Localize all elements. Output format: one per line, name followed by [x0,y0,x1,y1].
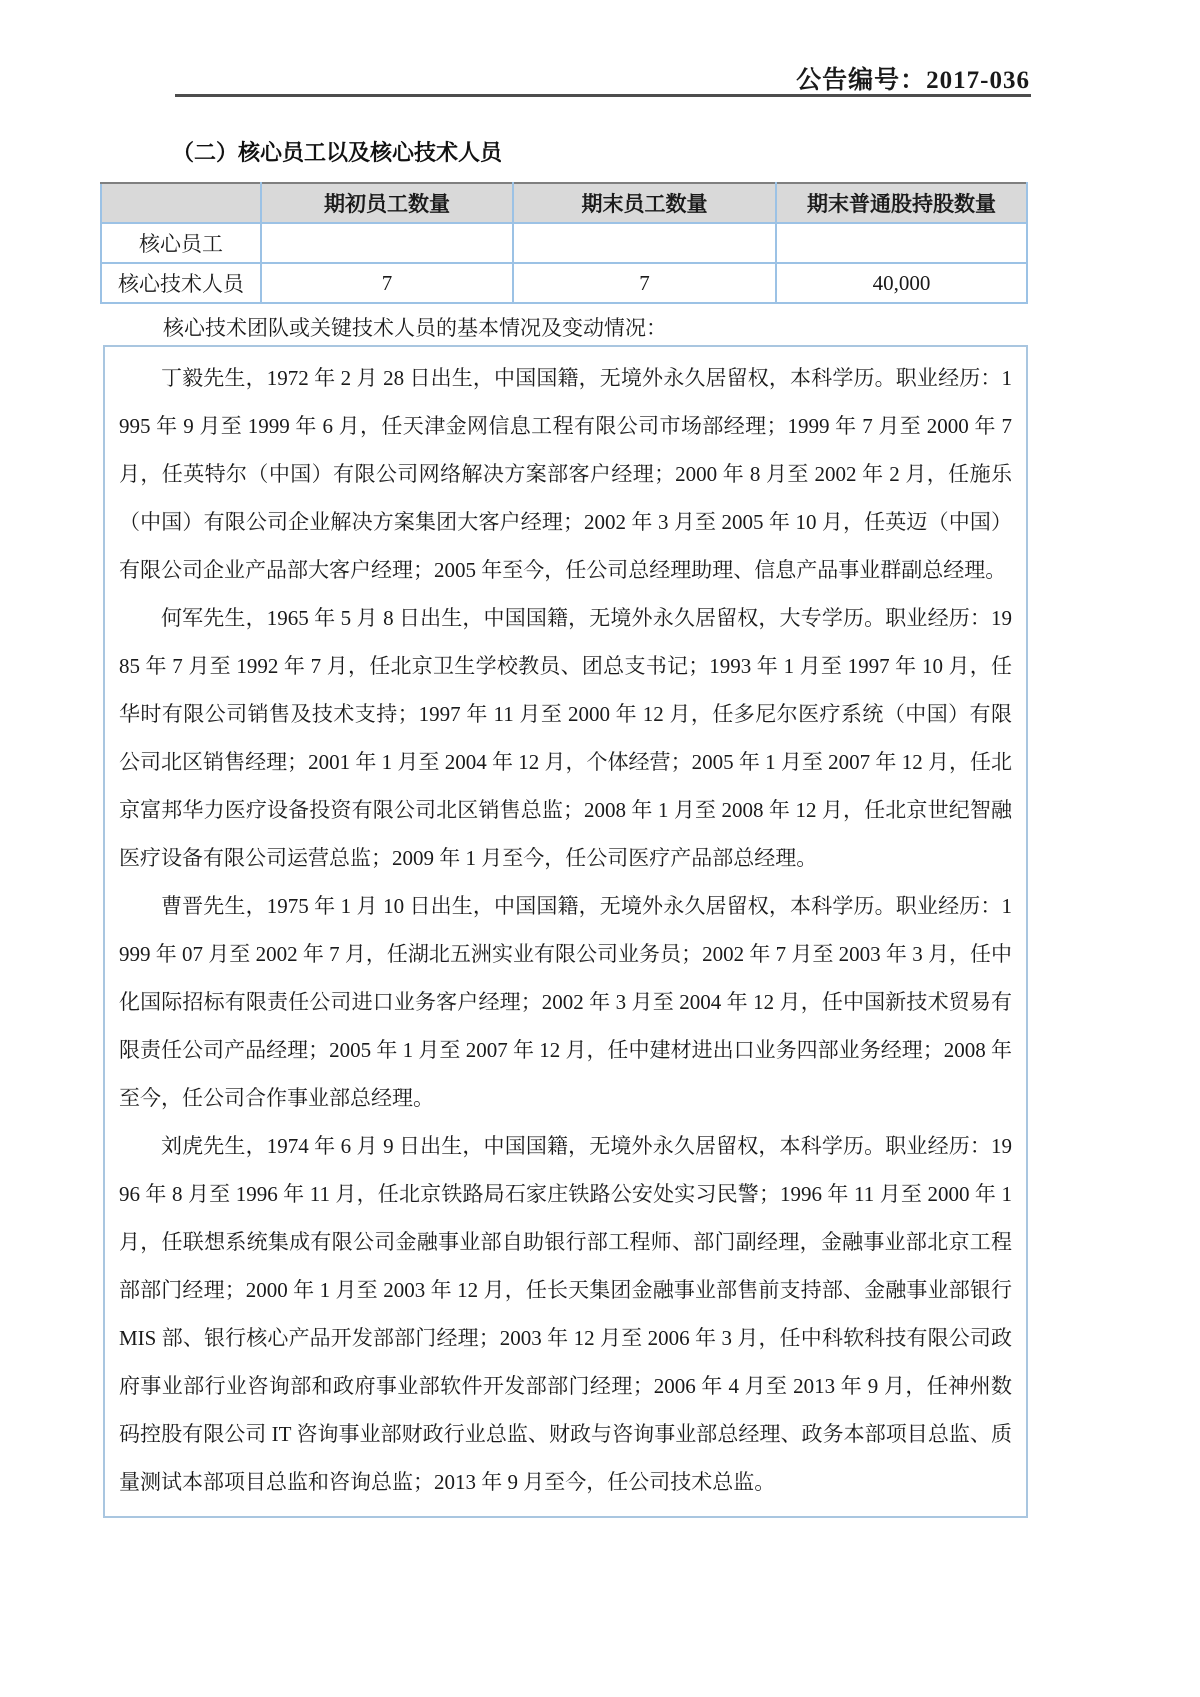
bio-paragraph-hejun: 何军先生，1965 年 5 月 8 日出生，中国国籍，无境外永久居留权，大专学历。职业经历：1985 年 7 月至 1992 年 7 月，任北京卫生学校教员、团总支书记；1993 年 1 月至 1997 年 10 月，任华时有限公司销售及技术支持；1997 年 11 月至 2000 年 12 月，任多尼尔医疗系统（中国）有限公司北区销售经理；2001 年 1 月至 2004 年 12 月，个体经营；2005 年 1 月至 2007 年 12 月，任北京富邦华力医疗设备投资有限公司北区销售总监；2008 年 1 月至 2008 年 12 月，任北京世纪智融医疗设备有限公司运营总监；2009 年 1 月至今，任公司医疗产品部总经理。 [119,606,1012,870]
table-header-end-count: 期末员工数量 [513,183,776,223]
section-title: （二）核心员工以及核心技术人员 [172,140,503,165]
header-divider [175,94,1031,97]
row-shares: 40,000 [776,263,1027,303]
bio-paragraph-liuhu: 刘虎先生，1974 年 6 月 9 日出生，中国国籍，无境外永久居留权，本科学历。职业经历：1996 年 8 月至 1996 年 11 月，任北京铁路局石家庄铁路公安处实习民警；1996 年 11 月至 2000 年 1 月，任联想系统集成有限公司金融事业部自助银行部工程师、部门副经理，金融事业部北京工程部部门经理；2000 年 1 月至 2003 年 12 月，任长天集团金融事业部售前支持部、金融事业部银行 MIS 部、银行核心产品开发部部门经理；2003 年 12 月至 2006 年 3 月，任中科软科技有限公司政府事业部行业咨询部和政府事业部软件开发部部门经理；2006 年 4 月至 2013 年 9 月，任神州数码控股有限公司 IT 咨询事业部财政行业总监、财政与咨询事业部总经理、政务本部项目总监、质量测试本部项目总监和咨询总监；2013 年 9 月至今，任公司技术总监。 [119,1134,1012,1494]
row-label: 核心员工 [101,223,261,263]
bio-paragraph-dingyi: 丁毅先生，1972 年 2 月 28 日出生，中国国籍，无境外永久居留权，本科学历。职业经历：1995 年 9 月至 1999 年 6 月，任天津金网信息工程有限公司市场部经理；1999 年 7 月至 2000 年 7 月，任英特尔（中国）有限公司网络解决方案部客户经理；2000 年 8 月至 2002 年 2 月，任施乐（中国）有限公司企业解决方案集团大客户经理；2002 年 3 月至 2005 年 10 月，任英迈（中国）有限公司企业产品部大客户经理；2005 年至今，任公司总经理助理、信息产品事业群副总经理。 [119,366,1012,582]
table-row [101,223,1027,263]
row-end-count: 7 [513,263,776,303]
row-begin-count: 7 [261,263,513,303]
bio-text-box [103,345,1028,1518]
table-header-row [101,183,1027,223]
bio-section-caption: 核心技术团队或关键技术人员的基本情况及变动情况： [163,316,667,340]
row-end-count [513,223,776,263]
table-header-empty [101,183,261,223]
row-begin-count [261,223,513,263]
row-label: 核心技术人员 [101,263,261,303]
table-header-shares: 期末普通股持股数量 [776,183,1027,223]
table-header-begin-count: 期初员工数量 [261,183,513,223]
announcement-number: 公告编号：2017-036 [796,67,1030,94]
core-staff-table [100,182,1028,304]
table-row [101,263,1027,303]
bio-paragraph-caojin: 曹晋先生，1975 年 1 月 10 日出生，中国国籍，无境外永久居留权，本科学历。职业经历：1999 年 07 月至 2002 年 7 月，任湖北五洲实业有限公司业务员；2002 年 7 月至 2003 年 3 月，任中化国际招标有限责任公司进口业务客户经理；2002 年 3 月至 2004 年 12 月，任中国新技术贸易有限责任公司产品经理；2005 年 1 月至 2007 年 12 月，任中建材进出口业务四部业务经理；2008 年至今，任公司合作事业部总经理。 [119,894,1012,1110]
row-shares [776,223,1027,263]
